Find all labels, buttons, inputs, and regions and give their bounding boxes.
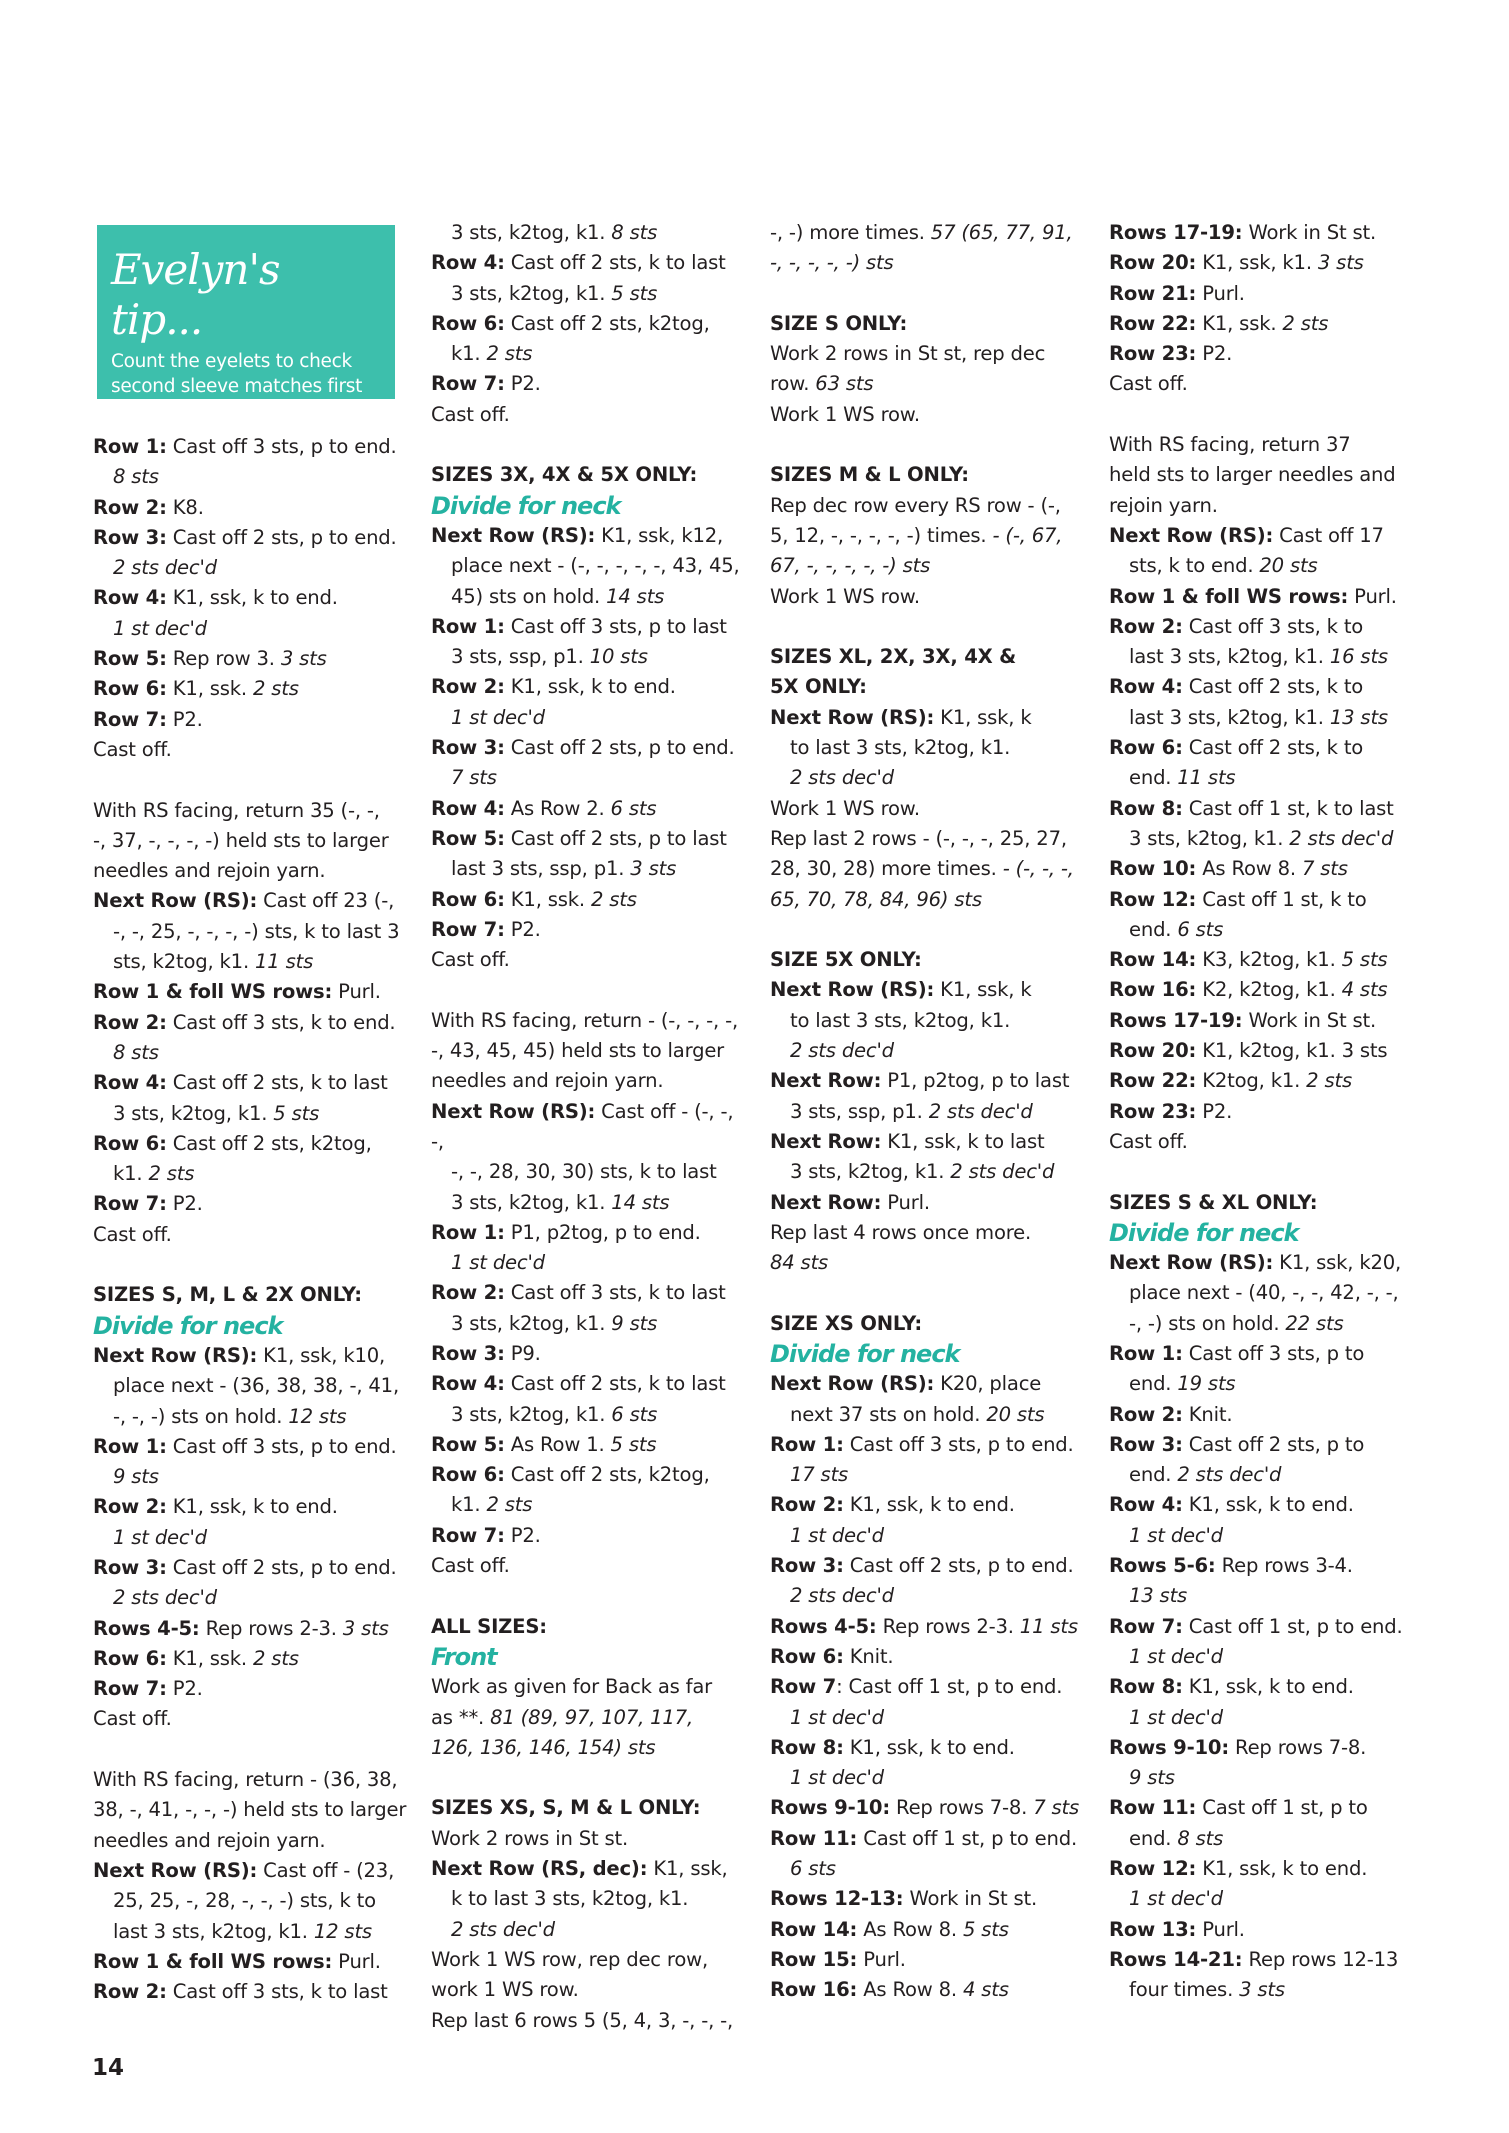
instruction-line: Row 11: Cast off 1 st, p to end. [770, 1826, 1077, 1850]
instruction-line: k to last 3 sts, k2tog, k1. [451, 1887, 689, 1911]
instruction-line: Cast off. [93, 1707, 172, 1731]
instruction-line: Row 7: Cast off 1 st, p to end. [770, 1675, 1063, 1699]
instruction-line: Cast off. [1109, 1129, 1188, 1153]
instruction-line: Work 1 WS row. [770, 402, 920, 426]
instruction-line: Row 14: K3, k2tog, k1. 5 sts [1109, 948, 1388, 972]
instruction-line: Row 5: Cast off 2 sts, p to last [431, 826, 727, 850]
instruction-line: Next Row: P1, p2tog, p to last [770, 1069, 1070, 1093]
instruction-line: Row 3: Cast off 2 sts, p to [1109, 1432, 1365, 1456]
instruction-line: place next - (-, -, -, -, -, 43, 45, [451, 554, 740, 578]
size-heading: 5X ONLY: [770, 675, 867, 699]
instruction-line: Rep last 4 rows once more. [770, 1220, 1032, 1244]
instruction-line: 3 sts, k2tog, k1. 2 sts dec'd [1129, 826, 1394, 850]
instruction-line: Cast off. [431, 402, 510, 426]
instruction-line: Row 5: Rep row 3. 3 sts [93, 647, 327, 671]
instruction-line: Row 8: Cast off 1 st, k to last [1109, 796, 1394, 820]
stitch-count: 9 sts [1129, 1766, 1175, 1790]
instruction-line: rejoin yarn. [1109, 493, 1218, 517]
instruction-line: Row 23: P2. [1109, 342, 1233, 366]
instruction-line: Row 20: K1, k2tog, k1. 3 sts [1109, 1039, 1388, 1063]
instruction-line: Row 20: K1, ssk, k1. 3 sts [1109, 251, 1364, 275]
column-4 [1109, 218, 1425, 2006]
instruction-line: needles and rejoin yarn. [93, 859, 326, 883]
instruction-line: Next Row (RS, dec): K1, ssk, [431, 1857, 728, 1881]
instruction-line: Rep last 6 rows 5 (5, 4, 3, -, -, -, [431, 2008, 734, 2032]
instruction-line: Row 2: Cast off 3 sts, k to last [93, 1980, 388, 2004]
size-heading: SIZES XL, 2X, 3X, 4X & [770, 645, 1017, 669]
instruction-line: Cast off. [1109, 372, 1188, 396]
instruction-line: Row 1: Cast off 3 sts, p to end. [770, 1432, 1074, 1456]
stitch-count: 1 st dec'd [1129, 1523, 1223, 1547]
instruction-line: 45) sts on hold. 14 sts [451, 584, 665, 608]
size-heading: SIZE 5X ONLY: [770, 948, 922, 972]
tip-box [97, 225, 395, 422]
instruction-line: last 3 sts, ssp, p1. 3 sts [451, 857, 677, 881]
instruction-line: Row 7: P2. [431, 1523, 541, 1547]
instruction-line: sts, k2tog, k1. 11 sts [113, 950, 314, 974]
instruction-line: Rep last 2 rows - (-, -, -, 25, 27, [770, 826, 1067, 850]
instruction-line: last 3 sts, k2tog, k1. 13 sts [1129, 705, 1388, 729]
instruction-line: Rows 17-19: Work in St st. [1109, 1008, 1377, 1032]
instruction-line: Rows 9-10: Rep rows 7-8. 7 sts [770, 1796, 1080, 1820]
instruction-line: Row 7: P2. [93, 1677, 203, 1701]
instruction-line: With RS facing, return - (-, -, -, -, [431, 1008, 738, 1032]
stitch-count: 17 sts [790, 1463, 849, 1487]
stitch-count: 65, 70, 78, 84, 96) sts [770, 887, 982, 911]
instruction-line: Row 4: K1, ssk, k to end. [93, 586, 338, 610]
column-2 [431, 218, 747, 2036]
instruction-line: Row 6: Cast off 2 sts, k2tog, [431, 1463, 710, 1487]
instruction-line: Row 2: K8. [93, 495, 204, 519]
stitch-count: 8 sts [113, 1040, 159, 1064]
instruction-line: Next Row (RS): K1, ssk, k12, [431, 523, 724, 547]
size-heading: SIZES S, M, L & 2X ONLY: [93, 1283, 362, 1307]
instruction-line: Row 4: Cast off 2 sts, k to last [431, 1372, 726, 1396]
instruction-line: Row 7: P2. [93, 707, 203, 731]
page-number: 14 [92, 2055, 125, 2081]
instruction-line: Row 2: Knit. [1109, 1402, 1233, 1426]
instruction-line: sts, k to end. 20 sts [1129, 554, 1318, 578]
instruction-line: Row 14: As Row 8. 5 sts [770, 1917, 1009, 1941]
stitch-count: 2 sts dec'd [451, 1917, 555, 1941]
instruction-line: 25, 25, -, 28, -, -, -) sts, k to [113, 1889, 376, 1913]
instruction-line: row. 63 sts [770, 372, 874, 396]
section-heading: Divide for neck [431, 491, 621, 520]
instruction-line: next 37 sts on hold. 20 sts [790, 1402, 1045, 1426]
instruction-line: Rows 14-21: Rep rows 12-13 [1109, 1947, 1399, 1971]
instruction-line: Row 2: Cast off 3 sts, k to [1109, 614, 1364, 638]
tip-title: Evelyn's tip... [111, 245, 280, 344]
instruction-line: Row 2: K1, ssk, k to end. [93, 1495, 338, 1519]
instruction-line: Next Row (RS): K1, ssk, k20, [1109, 1251, 1402, 1275]
instruction-line: Row 1 & foll WS rows: Purl. [93, 980, 381, 1004]
size-heading: SIZES M & L ONLY: [770, 463, 969, 487]
size-heading: SIZES S & XL ONLY: [1109, 1190, 1318, 1214]
section-heading: Divide for neck [770, 1339, 960, 1368]
instruction-line: Row 3: P9. [431, 1341, 541, 1365]
instruction-line: Next Row (RS): Cast off - (-, -, -, [431, 1099, 734, 1153]
instruction-line: Row 2: K1, ssk, k to end. [431, 675, 676, 699]
instruction-line: Row 6: Cast off 2 sts, k2tog, [93, 1131, 372, 1155]
instruction-line: Cast off. [93, 1222, 172, 1246]
section-heading: Divide for neck [93, 1311, 283, 1340]
instruction-line: Row 3: Cast off 2 sts, p to end. [770, 1554, 1074, 1578]
instruction-line: -, -, -) sts on hold. 12 sts [113, 1404, 347, 1428]
instruction-line: Next Row (RS): Cast off 17 [1109, 523, 1384, 547]
stitch-count: 8 sts [113, 465, 159, 489]
instruction-line: to last 3 sts, k2tog, k1. [790, 736, 1011, 760]
instruction-line: Rows 4-5: Rep rows 2-3. 11 sts [770, 1614, 1078, 1638]
instruction-line: Row 4: As Row 2. 6 sts [431, 796, 657, 820]
stitch-count: 9 sts [113, 1465, 159, 1489]
instruction-line: Row 10: As Row 8. 7 sts [1109, 857, 1348, 881]
instruction-line: 3 sts, k2tog, k1. 8 sts [451, 221, 658, 244]
instruction-line: place next - (40, -, -, 42, -, -, [1129, 1281, 1399, 1305]
instruction-line: 3 sts, k2tog, k1. 9 sts [451, 1311, 658, 1335]
instruction-line: end. 8 sts [1129, 1826, 1224, 1850]
instruction-line: end. 11 sts [1129, 766, 1236, 790]
instruction-line: Work as given for Back as far [431, 1675, 713, 1699]
instruction-line: Row 6: K1, ssk. 2 sts [431, 887, 637, 911]
instruction-line: Row 2: Cast off 3 sts, k to last [431, 1281, 726, 1305]
size-heading: ALL SIZES: [431, 1614, 547, 1638]
stitch-count: 1 st dec'd [451, 705, 545, 729]
instruction-line: Row 3: Cast off 2 sts, p to end. [431, 736, 735, 760]
instruction-line: Row 1: Cast off 3 sts, p to [1109, 1341, 1365, 1365]
instruction-line: -, -) more times. 57 (65, 77, 91, [770, 221, 1073, 244]
instruction-line: Row 22: K2tog, k1. 2 sts [1109, 1069, 1352, 1093]
instruction-line: needles and rejoin yarn. [93, 1828, 326, 1852]
instruction-line: 5, 12, -, -, -, -, -) times. - (-, 67, [770, 523, 1063, 547]
instruction-line: Row 6: Cast off 2 sts, k to [1109, 736, 1364, 760]
instruction-line: last 3 sts, k2tog, k1. 12 sts [113, 1919, 372, 1943]
instruction-line: as **. 81 (89, 97, 107, 117, [431, 1705, 693, 1729]
instruction-line: 3 sts, k2tog, k1. 14 sts [451, 1190, 670, 1214]
stitch-count: 1 st dec'd [790, 1523, 884, 1547]
instruction-line: k1. 2 sts [451, 342, 533, 366]
instruction-line: Next Row (RS): K20, place [770, 1372, 1042, 1396]
size-heading: SIZES XS, S, M & L ONLY: [431, 1796, 701, 1820]
instruction-line: Row 5: As Row 1. 5 sts [431, 1432, 657, 1456]
instruction-line: 3 sts, ssp, p1. 10 sts [451, 645, 648, 669]
stitch-count: 1 st dec'd [1129, 1705, 1223, 1729]
instruction-line: place next - (36, 38, 38, -, 41, [113, 1374, 399, 1398]
instruction-line: -, -) sts on hold. 22 sts [1129, 1311, 1344, 1335]
instruction-line: work 1 WS row. [431, 1978, 579, 2002]
instruction-line: held sts to larger needles and [1109, 463, 1396, 487]
instruction-line: last 3 sts, k2tog, k1. 16 sts [1129, 645, 1388, 669]
instruction-line: Cast off. [431, 1554, 510, 1578]
instruction-line: Row 1: Cast off 3 sts, p to last [431, 614, 727, 638]
instruction-line: -, -, 28, 30, 30) sts, k to last [451, 1160, 717, 1184]
instruction-line: Row 4: K1, ssk, k to end. [1109, 1493, 1354, 1517]
column-1 [93, 432, 409, 2007]
instruction-line: -, -, 25, -, -, -, -) sts, k to last 3 [113, 919, 400, 943]
instruction-line: Work 1 WS row. [770, 584, 920, 608]
instruction-line: 38, -, 41, -, -, -) held sts to larger [93, 1798, 407, 1822]
instruction-line: Row 21: Purl. [1109, 281, 1245, 305]
instruction-line: -, 43, 45, 45) held sts to larger [431, 1039, 725, 1063]
instruction-line: Next Row (RS): K1, ssk, k10, [93, 1343, 386, 1367]
instruction-line: Work 2 rows in St st. [431, 1826, 628, 1850]
instruction-line: Row 1: Cast off 3 sts, p to end. [93, 435, 397, 458]
instruction-line: end. 19 sts [1129, 1372, 1236, 1396]
instruction-line: Row 2: Cast off 3 sts, k to end. [93, 1010, 396, 1034]
instruction-line: Row 6: Cast off 2 sts, k2tog, [431, 311, 710, 335]
instruction-line: 3 sts, k2tog, k1. 5 sts [451, 281, 658, 305]
section-heading: Divide for neck [1109, 1218, 1299, 1247]
stitch-count: 2 sts dec'd [790, 766, 894, 790]
stitch-count: 1 st dec'd [1129, 1644, 1223, 1668]
instruction-line: Row 11: Cast off 1 st, p to [1109, 1796, 1368, 1820]
stitch-count: 84 sts [770, 1251, 829, 1275]
instruction-line: -, 37, -, -, -, -) held sts to larger [93, 828, 389, 852]
instruction-line: Work 2 rows in St st, rep dec [770, 342, 1046, 366]
stitch-count: 7 sts [451, 766, 497, 790]
instruction-line: Row 7: P2. [93, 1192, 203, 1216]
stitch-count: 1 st dec'd [113, 1525, 207, 1549]
stitch-count: -, -, -, -, -) sts [770, 251, 894, 275]
instruction-line: 3 sts, k2tog, k1. 6 sts [451, 1402, 658, 1426]
instruction-line: Row 4: Cast off 2 sts, k to last [431, 251, 726, 275]
stitch-count: 6 sts [790, 1857, 836, 1881]
instruction-line: Row 4: Cast off 2 sts, k to last [93, 1071, 388, 1095]
stitch-count: 2 sts dec'd [113, 1586, 217, 1610]
instruction-line: Rows 9-10: Rep rows 7-8. [1109, 1735, 1367, 1759]
instruction-line: Row 16: As Row 8. 4 sts [770, 1978, 1009, 2002]
column-3 [770, 218, 1086, 2006]
instruction-line: Row 12: K1, ssk, k to end. [1109, 1857, 1368, 1881]
instruction-line: Cast off. [93, 737, 172, 761]
instruction-line: Row 8: K1, ssk, k to end. [770, 1735, 1015, 1759]
instruction-line: With RS facing, return 35 (-, -, [93, 798, 380, 822]
stitch-count: 13 sts [1129, 1584, 1188, 1608]
instruction-line: Row 1: P1, p2tog, p to end. [431, 1220, 701, 1244]
instruction-line: Row 1: Cast off 3 sts, p to end. [93, 1434, 397, 1458]
instruction-line: Row 3: Cast off 2 sts, p to end. [93, 525, 397, 549]
instruction-line: Next Row: Purl. [770, 1190, 930, 1214]
instruction-line: Row 15: Purl. [770, 1947, 906, 1971]
instruction-line: end. 2 sts dec'd [1129, 1463, 1282, 1487]
instruction-line: 28, 30, 28) more times. - (-, -, -, [770, 857, 1074, 881]
instruction-line: Next Row: K1, ssk, k to last [770, 1129, 1045, 1153]
instruction-line: Rows 5-6: Rep rows 3-4. [1109, 1554, 1353, 1578]
instruction-line: Row 1 & foll WS rows: Purl. [1109, 584, 1397, 608]
instruction-line: Next Row (RS): K1, ssk, k [770, 705, 1032, 729]
instruction-line: Row 1 & foll WS rows: Purl. [93, 1949, 381, 1973]
tip-text: Count the eyelets to check second sleeve matches first for length [111, 351, 363, 422]
instruction-line: to last 3 sts, k2tog, k1. [790, 1008, 1011, 1032]
instruction-line: Next Row (RS): K1, ssk, k [770, 978, 1032, 1002]
instruction-line: With RS facing, return 37 [1109, 433, 1351, 457]
instruction-line: With RS facing, return - (36, 38, [93, 1768, 398, 1792]
instruction-line: 3 sts, k2tog, k1. 2 sts dec'd [790, 1160, 1055, 1184]
instruction-line: Row 7: P2. [431, 372, 541, 396]
instruction-line: Row 16: K2, k2tog, k1. 4 sts [1109, 978, 1388, 1002]
instruction-line: k1. 2 sts [451, 1493, 533, 1517]
instruction-line: end. 6 sts [1129, 917, 1224, 941]
instruction-line: Row 12: Cast off 1 st, k to [1109, 887, 1367, 911]
instruction-line: Row 3: Cast off 2 sts, p to end. [93, 1555, 397, 1579]
instruction-line: Row 7: P2. [431, 917, 541, 941]
instruction-line: Rows 4-5: Rep rows 2-3. 3 sts [93, 1616, 389, 1640]
instruction-line: Next Row (RS): Cast off 23 (-, [93, 889, 395, 913]
instruction-line: Work 1 WS row. [770, 796, 920, 820]
size-heading: SIZE XS ONLY: [770, 1311, 923, 1335]
instruction-line: Row 2: K1, ssk, k to end. [770, 1493, 1015, 1517]
instruction-line: Next Row (RS): Cast off - (23, [93, 1858, 395, 1882]
instruction-line: Row 23: P2. [1109, 1099, 1233, 1123]
section-heading: Front [431, 1642, 497, 1671]
size-heading: SIZES 3X, 4X & 5X ONLY: [431, 463, 698, 487]
stitch-count: 1 st dec'd [790, 1766, 884, 1790]
stitch-count: 67, -, -, -, -, -) sts [770, 554, 931, 578]
instruction-line: Row 8: K1, ssk, k to end. [1109, 1675, 1354, 1699]
stitch-count: 126, 136, 146, 154) sts [431, 1735, 656, 1759]
instruction-line: 3 sts, ssp, p1. 2 sts dec'd [790, 1099, 1033, 1123]
instruction-line: needles and rejoin yarn. [431, 1069, 664, 1093]
instruction-line: Row 4: Cast off 2 sts, k to [1109, 675, 1364, 699]
instruction-line: 3 sts, k2tog, k1. 5 sts [113, 1101, 320, 1125]
stitch-count: 2 sts dec'd [790, 1584, 894, 1608]
instruction-line: k1. 2 sts [113, 1162, 195, 1186]
instruction-line: Row 6: K1, ssk. 2 sts [93, 1646, 299, 1670]
instruction-line: Rows 12-13: Work in St st. [770, 1887, 1038, 1911]
stitch-count: 1 st dec'd [113, 616, 207, 640]
instruction-line: Rows 17-19: Work in St st. [1109, 221, 1377, 244]
stitch-count: 1 st dec'd [790, 1705, 884, 1729]
stitch-count: 2 sts dec'd [113, 556, 217, 580]
instruction-line: Cast off. [431, 948, 510, 972]
stitch-count: 1 st dec'd [1129, 1887, 1223, 1911]
instruction-line: Row 22: K1, ssk. 2 sts [1109, 311, 1329, 335]
stitch-count: 2 sts dec'd [790, 1039, 894, 1063]
instruction-line: Row 6: K1, ssk. 2 sts [93, 677, 299, 701]
instruction-line: Work 1 WS row, rep dec row, [431, 1947, 708, 1971]
instruction-line: Row 7: Cast off 1 st, p to end. [1109, 1614, 1403, 1638]
instruction-line: Rep dec row every RS row - (-, [770, 493, 1061, 517]
size-heading: SIZE S ONLY: [770, 311, 908, 335]
instruction-line: Row 6: Knit. [770, 1644, 894, 1668]
instruction-line: four times. 3 sts [1129, 1978, 1285, 2002]
instruction-line: Row 13: Purl. [1109, 1917, 1245, 1941]
stitch-count: 1 st dec'd [451, 1251, 545, 1275]
